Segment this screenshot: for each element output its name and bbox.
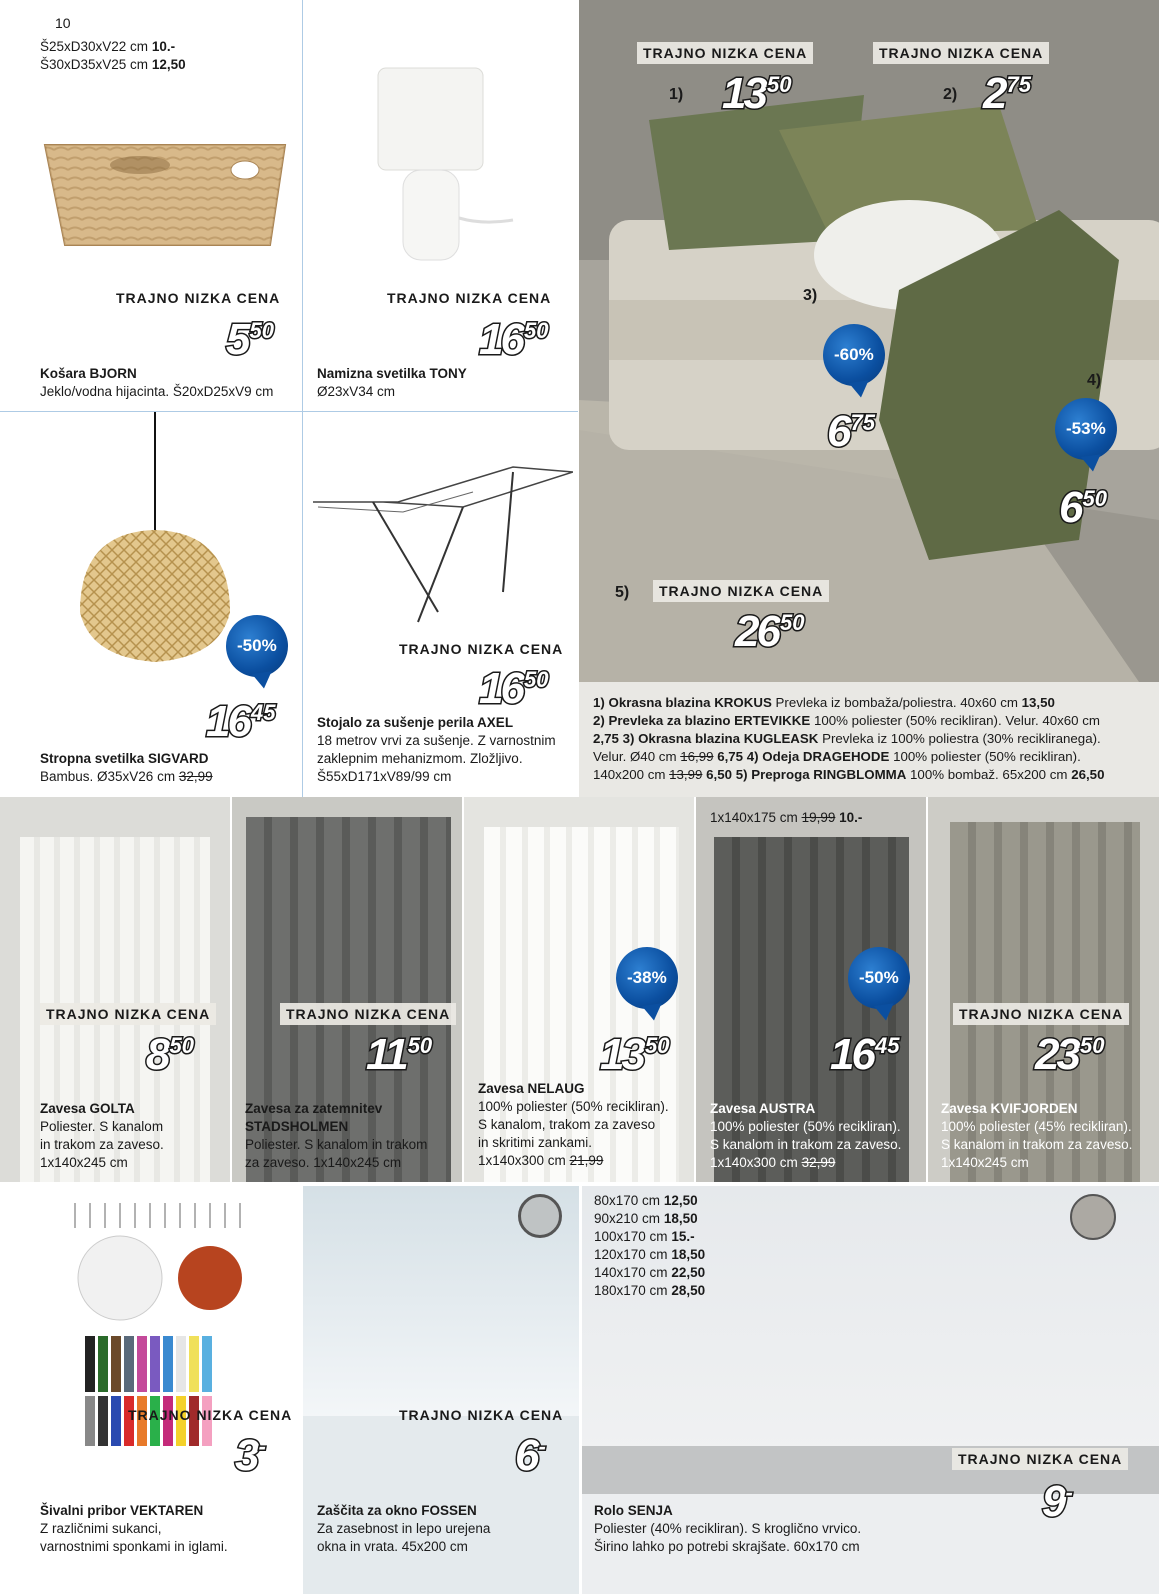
page-number: 10 bbox=[55, 15, 71, 31]
price: 1650 bbox=[479, 315, 549, 364]
basket-image bbox=[40, 125, 290, 255]
price-tag: TRAJNO NIZKA CENA bbox=[40, 1003, 216, 1025]
price: 1645 bbox=[830, 1030, 900, 1079]
price-tag: TRAJNO NIZKA CENA bbox=[952, 1448, 1128, 1470]
product-info: Zavesa KVIFJORDEN 100% poliester (45% recikliran). S kanalom in trakom za zaveso. 1x140x245 cm bbox=[941, 1101, 1133, 1170]
product-info: Zaščita za okno FOSSEN Za zasebnost in lepo urejena okna in vrata. 45x200 cm bbox=[317, 1503, 491, 1554]
product-desc: Jeklo/vodna hijacinta. Š20xD25xV9 cm bbox=[40, 384, 274, 399]
price-tag: TRAJNO NIZKA CENA bbox=[387, 290, 552, 306]
product-name: Namizna svetilka TONY bbox=[317, 366, 467, 381]
top-note: 1x140x175 cm 19,99 10.- bbox=[710, 810, 863, 825]
sofa-description: 1) Okrasna blazina KROKUS Prevleka iz bombaža/poliestra. 40x60 cm 13,50 2) Prevleka za blazino ERTEVIKKE 100% poliester (50% recikliran). Velur. 40x60 cm 2,75 3) Okrasna blazina KUGLEASK Prevleka iz 100% poliestra (30% recikliranega). Velur. Ø40 cm 16,99 6,75 4) Odeja DRAGEHODE 100% poliester (50% recikliran). 140x200 cm 13,99 6,50 5) Preproga RINGBLOMMA 100% bombaž. 65x200 cm 26,50 bbox=[593, 695, 1105, 782]
product-window-film bbox=[303, 1186, 579, 1594]
product-info: Šivalni pribor VEKTAREN Z različnimi sukanci, varnostnimi sponkami in iglami. bbox=[40, 1503, 228, 1554]
product-desc: Ø23xV34 cm bbox=[317, 384, 396, 399]
discount-badge: -60% bbox=[819, 320, 889, 390]
product-basket bbox=[0, 0, 302, 411]
item-number: 3) bbox=[803, 287, 818, 304]
sofa-scene bbox=[579, 0, 1159, 797]
curtain-austra bbox=[696, 797, 926, 1182]
item-number: 2) bbox=[943, 86, 958, 103]
price: 550 bbox=[226, 315, 274, 364]
product-pendant bbox=[0, 412, 302, 797]
product-info: Rolo SENJA Poliester (40% recikliran). S kroglično vrvico. Širino lahko po potrebi skrajšate. 60x170 cm bbox=[594, 1503, 862, 1554]
price: 1350 bbox=[600, 1030, 670, 1079]
price-tag: TRAJNO NIZKA CENA bbox=[116, 290, 281, 306]
price-tag: TRAJNO NIZKA CENA bbox=[637, 42, 813, 64]
price: 2350 bbox=[1035, 1030, 1105, 1079]
discount-badge: -50% bbox=[844, 943, 914, 1013]
discount-badge: -38% bbox=[612, 943, 682, 1013]
price-tag: TRAJNO NIZKA CENA bbox=[953, 1003, 1129, 1025]
price: 675 bbox=[827, 407, 875, 456]
swatch-icon bbox=[518, 1194, 562, 1238]
product-info: Zavesa AUSTRA 100% poliester (50% recikliran). S kanalom in trakom za zaveso. 1x140x300 cm 32,99 bbox=[710, 1101, 902, 1170]
product-info bbox=[40, 750, 213, 786]
price: 1350 bbox=[722, 69, 792, 118]
price-tag: TRAJNO NIZKA CENA bbox=[280, 1003, 456, 1025]
price: 1150 bbox=[366, 1030, 433, 1079]
price-tag: TRAJNO NIZKA CENA bbox=[399, 1407, 564, 1423]
price: 2650 bbox=[735, 607, 805, 656]
price-tag: TRAJNO NIZKA CENA bbox=[653, 580, 829, 602]
product-name: Stojalo za sušenje perila AXEL bbox=[317, 715, 514, 730]
product-name: Košara BJORN bbox=[40, 366, 137, 381]
item-number: 5) bbox=[615, 584, 630, 601]
product-info bbox=[40, 365, 273, 401]
product-info: Zavesa za zatemnitev STADSHOLMEN Poliester. S kanalom in trakom za zaveso. 1x140x245 cm bbox=[245, 1101, 428, 1170]
product-table-lamp bbox=[303, 0, 579, 411]
price: 1645 bbox=[206, 697, 276, 746]
product-drying-rack bbox=[303, 412, 579, 797]
discount-badge: -50% bbox=[222, 611, 292, 681]
price: 1650 bbox=[479, 664, 549, 713]
price: 275 bbox=[983, 69, 1031, 118]
curtain-golta bbox=[0, 797, 230, 1182]
price-tag: TRAJNO NIZKA CENA bbox=[399, 641, 564, 657]
dryer-image bbox=[313, 462, 573, 632]
lamp-image bbox=[363, 60, 523, 270]
discount-badge: -53% bbox=[1051, 394, 1121, 464]
swatch-icon bbox=[1070, 1194, 1116, 1240]
curtain-nelaug bbox=[464, 797, 694, 1182]
product-info: Zavesa GOLTA Poliester. S kanalom in trakom za zaveso. 1x140x245 cm bbox=[40, 1101, 164, 1170]
price: 650 bbox=[1059, 483, 1107, 532]
product-info: Zavesa NELAUG 100% poliester (50% recikliran). S kanalom, trakom za zaveso in skritimi zankami. 1x140x300 cm 21,99 bbox=[478, 1081, 669, 1168]
item-number: 4) bbox=[1087, 372, 1102, 389]
price-tag: TRAJNO NIZKA CENA bbox=[128, 1407, 293, 1423]
product-info bbox=[317, 365, 467, 401]
pendant-image bbox=[70, 412, 240, 672]
price-tag: TRAJNO NIZKA CENA bbox=[873, 42, 1049, 64]
product-sewing-kit bbox=[0, 1186, 302, 1594]
price: 9- bbox=[1042, 1477, 1073, 1526]
price: 850 bbox=[146, 1030, 194, 1079]
old-price: 32,99 bbox=[178, 769, 213, 784]
size-list: 80x170 cm 12,50 90x210 cm 18,50 100x170 cm 15.- 120x170 cm 18,50 140x170 cm 22,50 180x170 cm 28,50 bbox=[594, 1193, 706, 1298]
product-desc: Bambus. Ø35xV26 cm bbox=[40, 769, 176, 784]
product-name: Stropna svetilka SIGVARD bbox=[40, 751, 209, 766]
price: 6- bbox=[515, 1431, 546, 1480]
curtain-stadsholmen bbox=[232, 797, 462, 1182]
product-info: Stojalo za sušenje perila AXEL 18 metrov vrvi za sušenje. Z varnostnim zaklepnim mehanizmom. Zložljivo. Š55xD171xV89/99 cm bbox=[317, 715, 556, 784]
curtain-kvifjorden bbox=[928, 797, 1159, 1182]
item-number: 1) bbox=[669, 86, 684, 103]
product-roller-blind bbox=[582, 1186, 1159, 1594]
size-list: Š25xD30xV22 cm 10.- Š30xD35xV25 cm 12,50 bbox=[40, 39, 186, 72]
price: 3- bbox=[235, 1431, 266, 1480]
